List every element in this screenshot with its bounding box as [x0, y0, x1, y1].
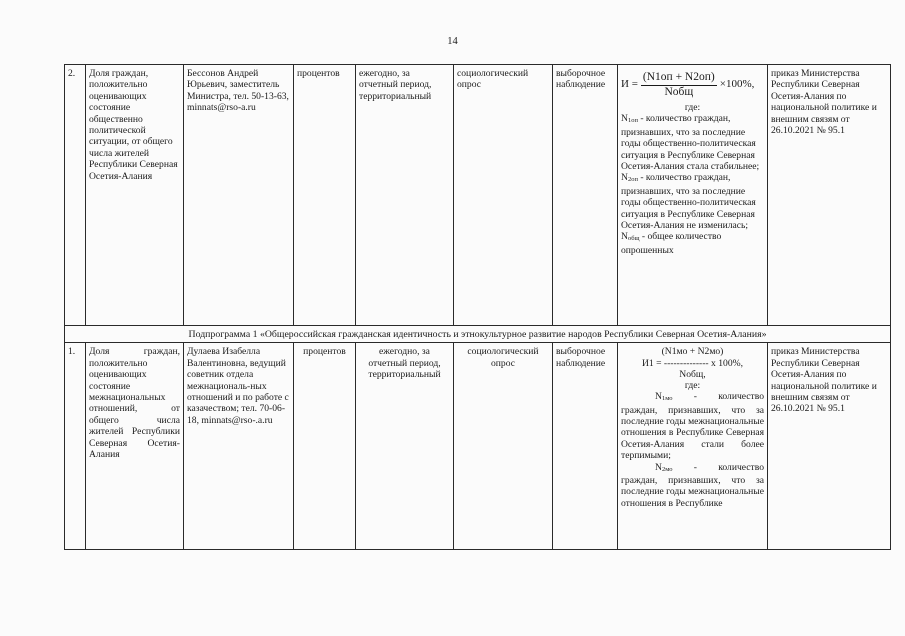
table-row: [65, 343, 891, 550]
formula-variable: $N_{1мо}$ - количество граждан, признавших, что за последние годы межнациональные отношения в Республике Северная Осетия-Алания стали более терпимыми;: [621, 391, 764, 462]
unit-of-measure: процентов: [294, 343, 356, 550]
table-row: [65, 65, 891, 326]
periodicity: ежегодно, за отчетный период, территориальный: [356, 343, 454, 550]
indicators-table: [64, 64, 891, 550]
observation-type: выборочное наблюдение: [553, 65, 618, 326]
subprogram-heading: Подпрограмма 1 «Общероссийская гражданская идентичность и этнокультурное развитие народов Республики Северная Осетия-Алания»: [65, 326, 891, 343]
formula-numerator: (N1мо + N2мо): [661, 346, 724, 358]
formula-variable: $N_{общ}$ - общее количество опрошенных: [621, 231, 722, 256]
indicator-name: Доля граждан, положительно оценивающих состояние межнациональных отношений, от общего числа жителей Республики Северная Осетия-Алания: [86, 343, 184, 550]
legal-basis: приказ Министерства Республики Северная Осетия-Алания по национальной политике и внешним связям от 26.10.2021 № 95.1: [768, 65, 891, 326]
formula-fraction: [641, 72, 717, 98]
formula-tail: ×100%,: [719, 78, 755, 91]
collection-method: социологический опрос: [454, 65, 553, 326]
periodicity: ежегодно, за отчетный период, территориальный: [356, 65, 454, 326]
formula-where: где:: [684, 380, 701, 392]
legal-basis: приказ Министерства Республики Северная Осетия-Алания по национальной политике и внешним связям от 26.10.2021 № 95.1: [768, 343, 891, 550]
responsible-person: Дулаева Изабелла Валентиновна, ведущий советник отдела межнациональ-ных отношений и по работе с казачеством; тел. 70-06-18, minnats@rso-.a.ru: [184, 343, 294, 550]
row-number: 1.: [65, 343, 86, 550]
subprogram-row: [65, 326, 891, 343]
formula-denominator: Nобщ: [664, 85, 694, 98]
formula-lhs: И =: [621, 78, 638, 91]
formula-main-line: И1 = -------------- х 100%,: [641, 357, 744, 369]
calculation-formula: [618, 343, 768, 550]
responsible-person: Бессонов Андрей Юрьевич, заместитель Министра, тел. 50-13-63, minnats@rso-a.ru: [184, 65, 294, 326]
formula-expression: [621, 68, 764, 102]
unit-of-measure: процентов: [294, 65, 356, 326]
page-number: 14: [447, 36, 458, 47]
calculation-formula: [618, 65, 768, 326]
row-number: 2.: [65, 65, 86, 326]
indicator-name: Доля граждан, положительно оценивающих состояние общественно политической ситуации, от общего числа жителей Республики Северная Осетия-Алания: [86, 65, 184, 326]
formula-where: где:: [684, 102, 701, 113]
collection-method: социологический опрос: [454, 343, 553, 550]
formula-variable: $N_{2оп}$ - количество граждан, признавших, что за последние годы общественно-политическая ситуация в Республике Северная Осетия-Алания не изменилась;: [621, 172, 756, 232]
formula-denominator: Nобщ,: [679, 368, 706, 380]
observation-type: выборочное наблюдение: [553, 343, 618, 550]
formula-numerator: (N1оп + N2оп): [641, 72, 717, 85]
formula-variable: $N_{2мо}$ - количество граждан, признавших, что за последние годы межнациональные отношения в Республике: [621, 461, 764, 509]
formula-variable: $N_{1оп}$ - количество граждан, признавших, что за последние годы общественно-политическая ситуация в Республике Северная Осетия-Алания стала стабильнее;: [621, 113, 760, 173]
